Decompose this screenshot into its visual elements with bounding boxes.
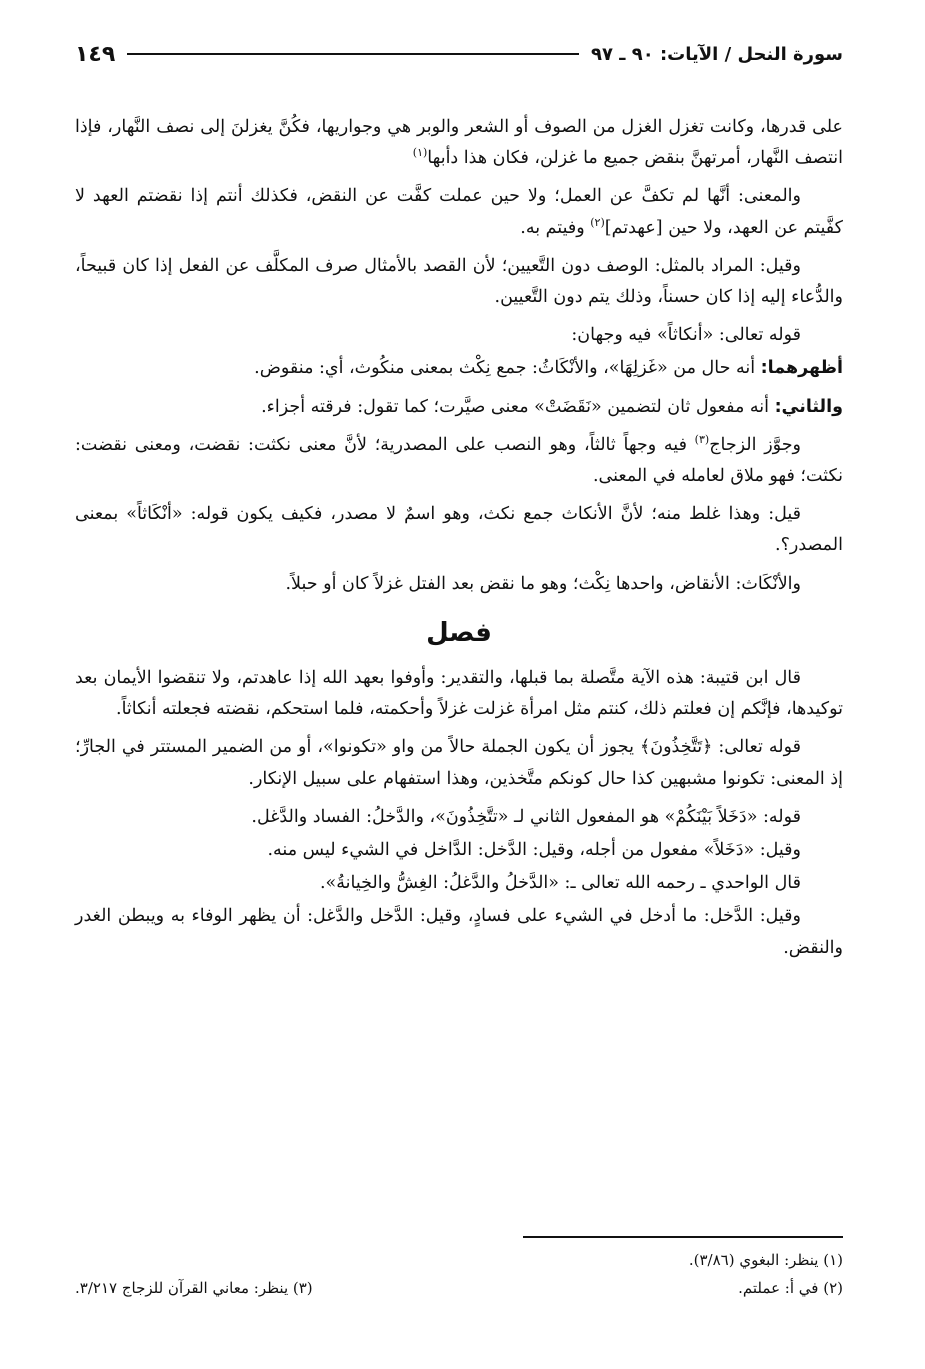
- paragraph-text: أنه حال من «غَزلِهَا»، والأنْكَاثُ: جمع نِكْث بمعنى منكُوث، أي: منقوض.: [254, 358, 761, 379]
- paragraph: وقيل: «دَخَلاً» مفعول من أجله، وقيل: الدَّخل: الدَّاخل في الشيء ليس منه.: [267, 840, 801, 861]
- paragraph: قال الواحدي ـ رحمه الله تعالى ـ: «الدَّخلُ والدَّغلُ: الغِشُّ والخِيانةُ».: [319, 873, 801, 894]
- paragraph: وقيل: المراد بالمثل: الوصف دون التَّعيين؛ لأن القصد بالأمثال صرف المكلَّف عن الفعل إذا كان قبيحاً، والدُّعاء إليه إذا كان حسناً، وذلك يتم دون التَّعيين.: [75, 255, 843, 308]
- paragraph-text: وجوَّز الزجاج: [709, 434, 801, 455]
- paragraph-text: فيه وجهاً ثالثاً، وهو النصب على المصدرية؛ لأنَّ معنى نكثت: نقضت، ومعنى نقضت: نكثت؛ فهو ملاق لعامله في المعنى.: [75, 434, 843, 487]
- paragraph-text: أنه مفعول ثان لتضمين «نَقَضَتْ» معنى صيَّرت؛ كما تقول: فرقته أجزاء.: [261, 396, 775, 417]
- paragraph-text: وفيتم به.: [520, 217, 591, 238]
- paragraph: قال ابن قتيبة: هذه الآية متَّصلة بما قبلها، والتقدير: وأوفوا بعهد الله إذا عاهدتم، ولا تنقضوا الأيمان بعد توكيدها، فإنَّكم إن فعلتم ذلك، كنتم مثل امرأة غزلت غزلاً وأحكمته، فلما استحكم، نقضته فجعلته أنكاثاً.: [75, 668, 843, 720]
- paragraph: قوله تعالى: «أنكاثاً» فيه وجهان:: [571, 325, 801, 346]
- point-label: والثاني:: [774, 396, 843, 417]
- footnote-ref[interactable]: (٢): [590, 215, 605, 229]
- paragraph: قيل: وهذا غلط منه؛ لأنَّ الأنكاث جمع نكث، وهو اسمٌ لا مصدر، فكيف يكون قوله: «أنْكَاثاً» بمعنى المصدر؟.: [75, 504, 843, 556]
- footnote-item: (٣) ينظر: معاني القرآن للزجاج ٣/٢١٧.: [75, 1279, 313, 1297]
- paragraph: قوله: «دَخَلاً بَيْنَكُمْ» هو المفعول الثاني لـ «تتَّخِذُونَ»، والدَّخلُ: الفساد والدَّغل.: [251, 806, 801, 827]
- paragraph: وقيل: الدَّخل: ما أدخل في الشيء على فسادٍ، وقيل: الدَّخل والدَّغل: أن يظهر الوفاء به ويبطن الغدر والنقض.: [75, 906, 843, 958]
- footnote-separator: [523, 1236, 843, 1238]
- paragraph: [75, 392, 843, 423]
- footnote-ref[interactable]: (٣): [694, 433, 710, 446]
- paragraph: والأنْكَاث: الأنقاض، واحدها نِكْث؛ وهو ما نقض بعد الفتل غزلاً كان أو حبلاً.: [285, 573, 801, 594]
- footnote-row: [75, 1274, 843, 1302]
- header-rule: [127, 53, 579, 55]
- main-text: [75, 112, 843, 971]
- running-title: سورة النحل / الآيات: ٩٠ ـ ٩٧: [591, 43, 843, 65]
- paragraph-text: والمعنى: أنَّها لم تكفَّ عن العمل؛ ولا حين عملت كفَّت عن النقض، فكذلك أنتم إذا نقضتم العهد لا كفَّيتم عن العهد، ولا حين [عهدتم]: [75, 186, 843, 238]
- point-label: أظهرهما:: [760, 358, 843, 379]
- paragraph: [75, 181, 843, 243]
- page-number: ١٤٩: [75, 41, 116, 67]
- paragraph-text: على قدرها، وكانت تغزل الغزل من الصوف أو الشعر والوبر هي وجواريها، فكُنَّ يغزلنَ إلى نصف النَّهار، فإذا انتصف النَّهار، أمرتهنَّ بنقض جميع ما غزلن، فكان هذا دأبها: [75, 117, 843, 169]
- footnote-ref[interactable]: (١): [412, 146, 428, 160]
- section-heading: فصل: [426, 617, 492, 648]
- paragraph: [75, 430, 843, 492]
- footnotes: [75, 1246, 843, 1302]
- footnote-item: (٢) في أ: عملتم.: [738, 1279, 843, 1297]
- paragraph: قوله تعالى: ﴿تَتَّخِذُونَ﴾ يجوز أن يكون الجملة حالاً من واو «تكونوا»، أو من الضمير المستتر في الجارِّ؛ إذ المعنى: تكونوا مشبهين كذا حال كونكم متَّخذين، وهذا استفهام على سبيل الإنكار.: [75, 737, 843, 789]
- paragraph: [75, 353, 843, 384]
- page-header: [75, 34, 843, 74]
- footnote-item: (١) ينظر: البغوي (٣/٨٦).: [688, 1251, 843, 1269]
- paragraph: [75, 112, 843, 174]
